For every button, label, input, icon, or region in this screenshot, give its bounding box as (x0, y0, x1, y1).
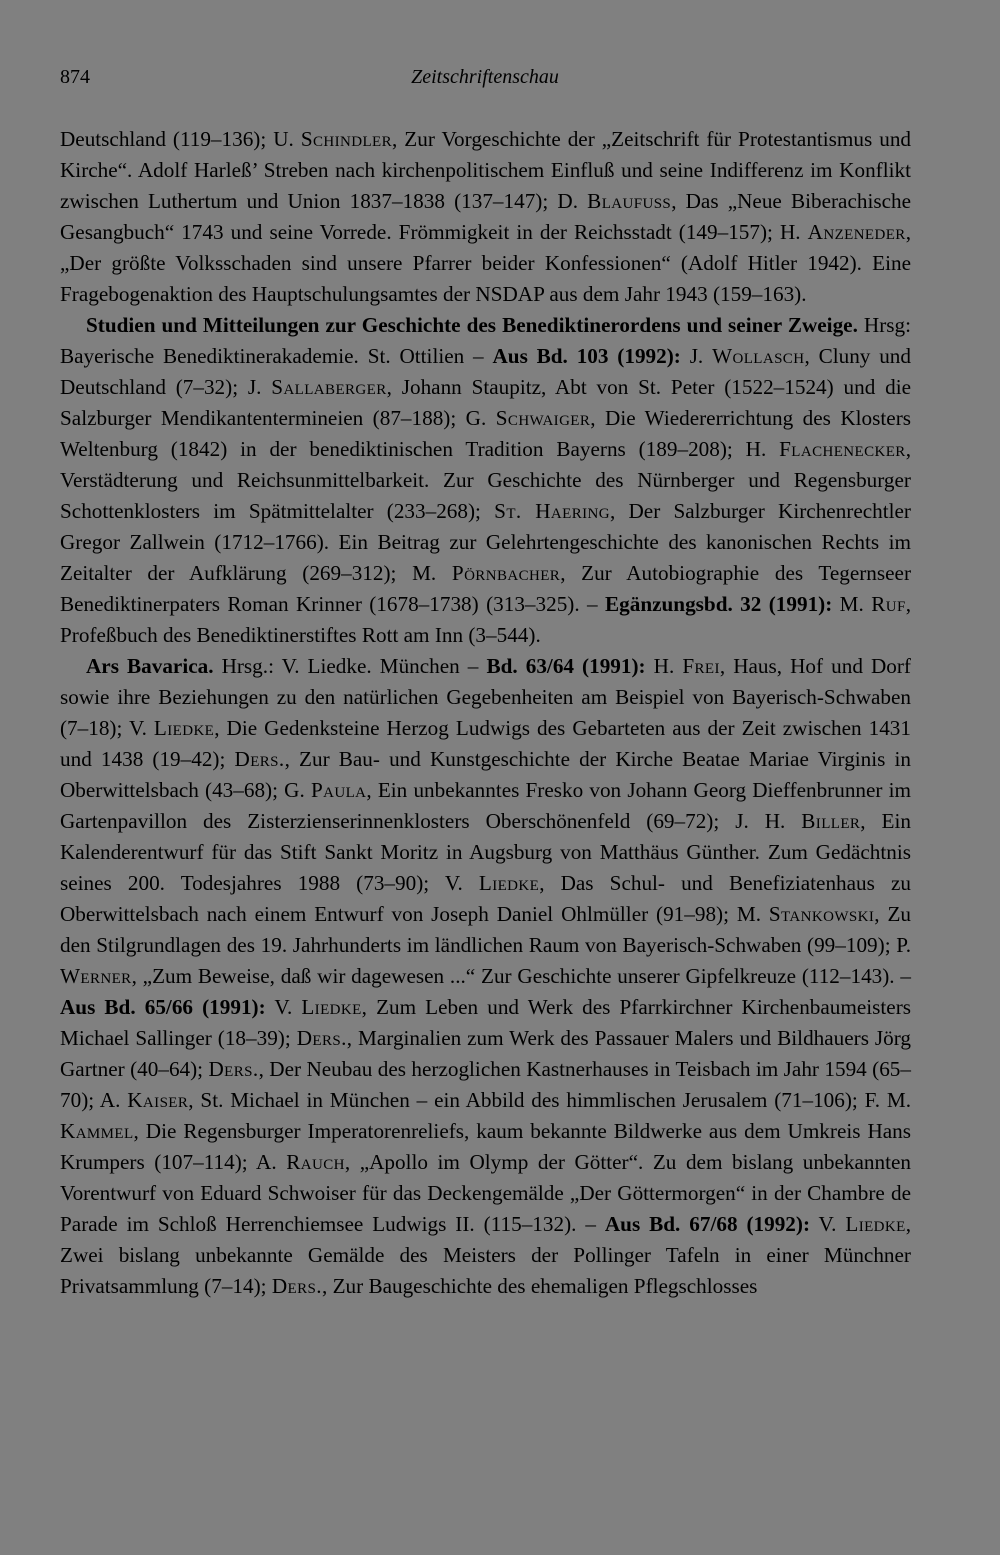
author-name: Liedke (153, 716, 215, 740)
author-name: Biller (801, 809, 861, 833)
entry-text: , Zur Baugeschichte des ehemaligen Pflegschlosses (321, 1274, 758, 1298)
entry-text: , „Apollo im Olymp der Götter“. Zu dem bislang unbekannten Vorentwurf von Eduard Schwoiser für das Deckengemälde „Der Göttermorgen“ in der Chambre de Parade im Schloß Herrenchiemsee Ludwigs II. (115–132). – (60, 1150, 911, 1236)
entry-text: , Cluny und Deutschland (7–32); J. (60, 344, 911, 399)
entry-heading: Aus Bd. 67/68 (1992): (604, 1212, 811, 1236)
author-name: Wollasch (712, 344, 805, 368)
entry-text: M. (832, 592, 872, 616)
journal-entry (60, 651, 911, 1302)
entry-heading: Studien und Mitteilungen zur Geschichte des Benediktinerordens und seiner Zweige. (86, 313, 858, 337)
entry-text: , Zur Autobiographie des Tegernseer Benediktinerpaters Roman Krinner (1678–1738) (313–325). – (60, 561, 911, 616)
entry-text: , Profeßbuch des Benediktinerstiftes Rott am Inn (3–544). (60, 592, 911, 647)
entry-heading: Egänzungsbd. 32 (1991): (605, 592, 833, 616)
journal-title: Zeitschriftenschau (411, 66, 559, 88)
entry-text: , Der Salzburger Kirchenrechtler Gregor Zallwein (1712–1766). Ein Beitrag zur Gelehrtengeschichte des kanonischen Rechts im Zeitalter der Aufklärung (269–312); M. (60, 499, 911, 585)
entry-text: , Das „Neue Biberachische Gesangbuch“ 1743 und seine Vorrede. Frömmigkeit in der Reichsstadt (149–157); H. (60, 189, 911, 244)
entry-text: , Verstädterung und Reichsunmittelbarkeit. Zur Geschichte des Nürnberger und Regensburger Schottenklosters im Spätmittelalter (233–268); (60, 437, 911, 523)
page-number: 874 (60, 66, 90, 88)
author-name: Liedke (845, 1212, 906, 1236)
entry-text: , Marginalien zum Werk des Passauer Malers und Bildhauers Jörg Gartner (40–64); (60, 1026, 911, 1081)
entry-text: , Ein unbekanntes Fresko von Johann Georg Dieffenbrunner im Gartenpavillon des Zisterzienserinnenklosters Oberschönenfeld (69–72); J. H. (60, 778, 912, 833)
entry-text: , Zum Leben und Werk des Pfarrkirchner Kirchenbaumeisters Michael Sallinger (18–39); (60, 995, 911, 1050)
author-name: Liedke (478, 871, 540, 895)
entry-text: H. (645, 654, 683, 678)
entry-text: , Zur Vorgeschichte der „Zeitschrift für Protestantismus und Kirche“. Adolf Harleß’ Streben nach kirchenpolitischem Einfluß und seine Indifferenz im Konflikt zwischen Luthertum und Union 1837–1838 (137–147); D. (60, 127, 912, 213)
entry-text: Deutschland (119–136); U. (60, 127, 301, 151)
entry-text: V. (265, 995, 302, 1019)
author-name: Ders. (296, 1026, 347, 1050)
entry-heading: Bd. 63/64 (1991): (486, 654, 646, 678)
entry-text: , Das Schul- und Benefiziatenhaus zu Oberwittelsbach nach einem Entwurf von Joseph Daniel Ohlmüller (91–98); M. (60, 871, 911, 926)
author-name: Schindler (300, 127, 393, 151)
entry-text: Hrsg: Bayerische Benediktinerakademie. St. Ottilien – (60, 313, 911, 368)
author-name: Kaiser (127, 1088, 189, 1112)
author-name: Blaufuss (587, 189, 672, 213)
entry-text: , St. Michael in München – ein Abbild des himmlischen Jerusalem (71–106); F. M. (188, 1088, 911, 1112)
author-name: Ders. (234, 747, 285, 771)
author-name: Schwaiger (495, 406, 591, 430)
entry-text: , „Zum Beweise, daß wir dagewesen ...“ Zur Geschichte unserer Gipfelkreuze (112–143). – (131, 964, 911, 988)
author-name: Sallaberger (271, 375, 387, 399)
author-name: Flachenecker (779, 437, 906, 461)
author-name: Stankowski (768, 902, 875, 926)
entry-text: , Die Regensburger Imperatorenreliefs, kaum bekannte Bildwerke aus dem Umkreis Hans Krumpers (107–114); A. (60, 1119, 911, 1174)
author-name: Paula (310, 778, 367, 802)
entry-heading: Ars Bavarica. (86, 654, 214, 678)
entry-text: , Zwei bislang unbekannte Gemälde des Meisters der Pollinger Tafeln in einer Münchner Privatsammlung (7–14); (60, 1212, 911, 1298)
entry-text: , Zu den Stilgrundlagen des 19. Jahrhunderts im ländlichen Raum von Bayerisch-Schwaben (99–109); P. (60, 902, 911, 957)
author-name: Liedke (301, 995, 362, 1019)
author-name: Kammel (60, 1119, 134, 1143)
entry-heading: Aus Bd. 65/66 (1991): (60, 995, 266, 1019)
entry-text: , Johann Staupitz, Abt von St. Peter (1522–1524) und die Salzburger Mendikantentermineien (87–188); G. (60, 375, 911, 430)
author-name: Pörnbacher (451, 561, 561, 585)
entry-text: , Ein Kalenderentwurf für das Stift Sankt Moritz in Augsburg von Matthäus Günther. Zum Gedächtnis seines 200. Todesjahres 1988 (73–90); V. (60, 809, 911, 895)
entry-heading: Aus Bd. 103 (1992): (492, 344, 681, 368)
entry-text: , Die Gedenksteine Herzog Ludwigs des Gebarteten aus der Zeit zwischen 1431 und 1438 (19–42); (60, 716, 911, 771)
body-text (60, 124, 911, 1302)
author-name: Rauch (286, 1150, 345, 1174)
entry-text: V. (810, 1212, 846, 1236)
entry-text: , Haus, Hof und Dorf sowie ihre Beziehungen zu den natürlichen Gegebenheiten am Beispiel von Bayerisch-Schwaben (7–18); V. (60, 654, 911, 740)
entry-text: , Zur Bau- und Kunstgeschichte der Kirche Beatae Mariae Virginis in Oberwittelsbach (43–68); G. (60, 747, 912, 802)
author-name: Anzeneder (807, 220, 906, 244)
author-name: Werner (60, 964, 132, 988)
entry-text: , Der Neubau des herzoglichen Kastnerhauses in Teisbach im Jahr 1594 (65–70); A. (60, 1057, 911, 1112)
author-name: Frei (682, 654, 720, 678)
entry-text: , „Der größte Volksschaden sind unsere Pfarrer beider Konfessionen“ (Adolf Hitler 1942). Eine Fragebogenaktion des Hauptschulungsamtes der NSDAP aus dem Jahr 1943 (159–163). (60, 220, 911, 306)
entry-text: J. (680, 344, 713, 368)
entry-text: Hrsg.: V. Liedke. München – (213, 654, 487, 678)
author-name: Ruf (871, 592, 906, 616)
running-head (60, 66, 910, 96)
author-name: St. Haering (494, 499, 610, 523)
journal-entry (60, 124, 911, 310)
entry-text: , Die Wiedererrichtung des Klosters Weltenburg (1842) in der benediktinischen Tradition Bayerns (189–208); H. (60, 406, 911, 461)
author-name: Ders. (208, 1057, 259, 1081)
journal-entry (60, 310, 911, 651)
author-name: Ders. (271, 1274, 322, 1298)
